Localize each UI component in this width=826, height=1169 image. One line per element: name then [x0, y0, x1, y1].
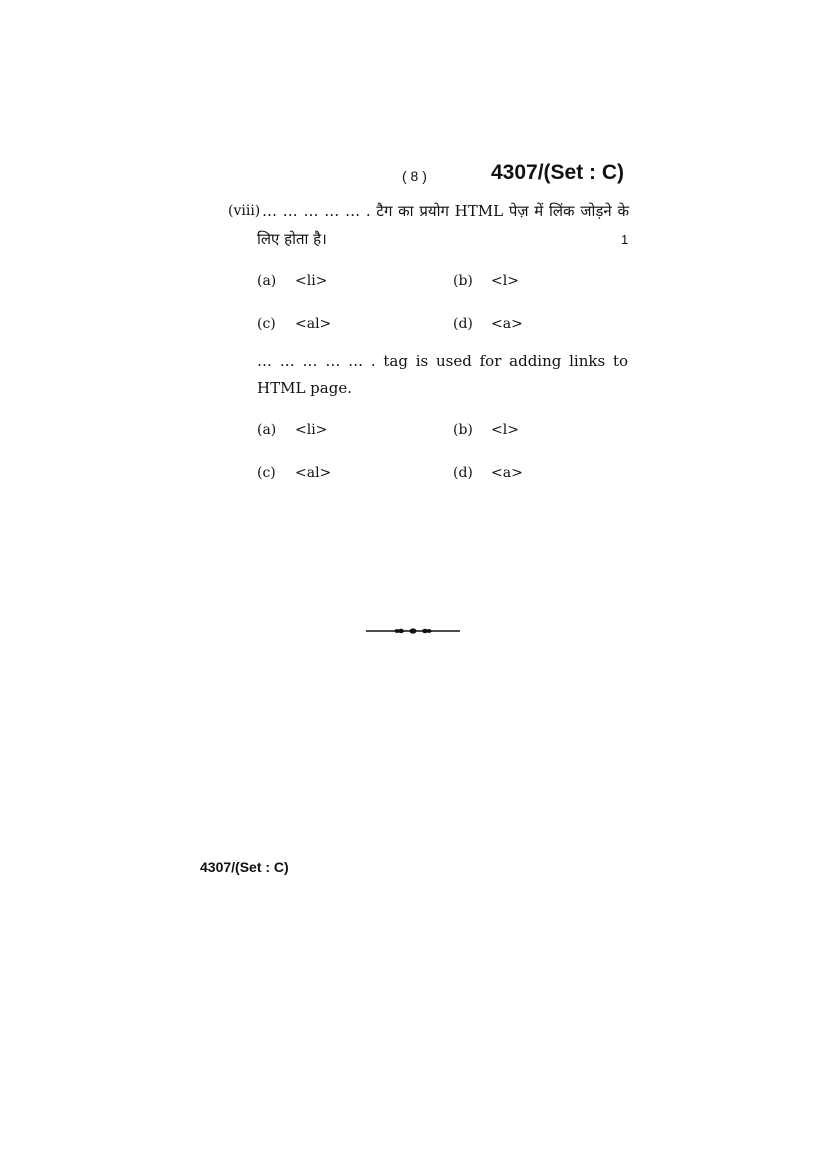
paper-code-header: 4307/(Set : C) — [491, 161, 625, 184]
hindi-option-c-value: <al> — [295, 316, 332, 332]
english-option-a-value: <li> — [295, 422, 328, 438]
end-ornament-icon — [366, 624, 460, 638]
question-english-line-2: HTML page. — [257, 379, 352, 397]
hindi-option-b-value: <l> — [491, 273, 519, 289]
question-marks: 1 — [621, 232, 629, 247]
hindi-option-d-key: (d) — [453, 316, 473, 332]
english-option-b-value: <l> — [491, 422, 519, 438]
english-option-d-value: <a> — [491, 465, 523, 481]
hindi-option-b-key: (b) — [453, 273, 473, 289]
english-option-c-value: <al> — [295, 465, 332, 481]
english-option-d-key: (d) — [453, 465, 473, 481]
hindi-option-d-value: <a> — [491, 316, 523, 332]
question-english-line-1: … … … … … . tag is used for adding links to — [257, 352, 628, 370]
english-option-a-key: (a) — [257, 422, 277, 438]
question-hindi-line-1: … … … … … . टैग का प्रयोग HTML पेज़ में लिंक जोड़ने के — [262, 202, 629, 220]
hindi-option-c-key: (c) — [257, 316, 276, 332]
question-hindi-line-2: लिए होता है। — [257, 230, 327, 248]
english-option-b-key: (b) — [453, 422, 473, 438]
paper-code-footer: 4307/(Set : C) — [200, 859, 289, 875]
page-number: ( 8 ) — [402, 168, 427, 184]
english-option-c-key: (c) — [257, 465, 276, 481]
hindi-option-a-value: <li> — [295, 273, 328, 289]
hindi-option-a-key: (a) — [257, 273, 277, 289]
question-number: (viii) — [228, 203, 261, 219]
